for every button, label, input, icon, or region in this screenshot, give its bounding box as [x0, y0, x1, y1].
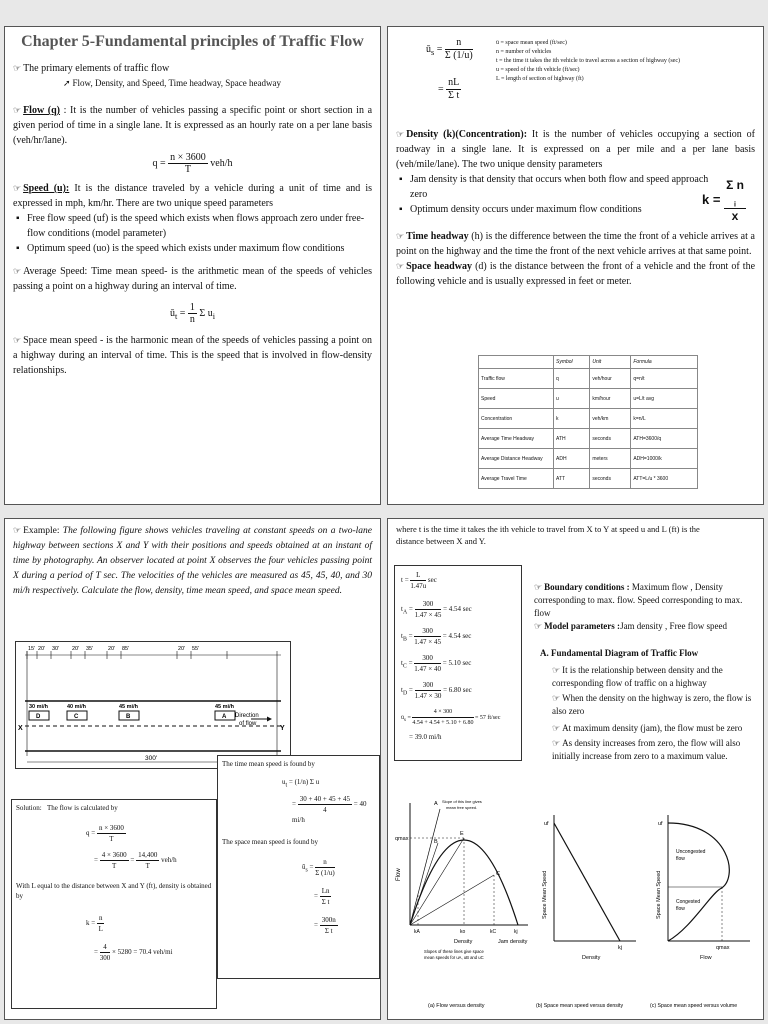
vehicle-speed-label: 40 mi/h: [67, 704, 86, 710]
point-c-label: C: [496, 871, 500, 877]
vehicle-label: C: [74, 714, 79, 720]
dimension-label: 35': [86, 646, 94, 652]
travel-time-calculation-box: t = $\frac{L}{1.47u}$ sec $t_A$ = $\frac{300}{1.47 \times 45}$ = 4.54 sec $t_B$ = $\frac{300}{1.47 \times 45}$ = 4.54 sec $t_C$ = $\frac{300}{1.47 \times 40}$ = 5.10 sec $t_D$ = $\frac{300}{1.47 \times 30}$ = 6.80 sec $ū_s$ = $\frac{4 \times 300}{4.54 + 4.54 + 5.10 + 6.80}$ = 57 ft/sec = 39.0 mi/h: [394, 565, 522, 761]
list-item: ▪ Optimum density occurs under maximum flow conditions: [410, 202, 710, 217]
traffic-parameters-table: [478, 355, 698, 489]
hand-pointer-icon: ☞: [13, 335, 22, 345]
point-e-label: E: [460, 831, 464, 837]
example-paragraph: ☞ Example: The following figure shows vehicles traveling at constant speeds on a two-lane highway between sections X and Y with their positions and speeds obtained at an instant of time by photography. An observer located at point X observes the four vehicles passing point X during a period of T sec. The velocities of the vehicles are measured as 45, 45, 40, and 30 mi/h respectively. Calculate the flow, density, time mean speed, and space mean speed.: [13, 525, 372, 596]
hand-pointer-icon: ☞: [552, 738, 561, 748]
congested-label: Congested: [676, 899, 701, 905]
uncongested-label: Uncongested: [676, 849, 706, 855]
kj-label: kj: [514, 929, 518, 935]
density-axis-label: Density: [582, 955, 601, 961]
speed-line-a: [410, 843, 438, 925]
flow-density-caption: (a) Flow versus density: [428, 1003, 485, 1009]
kj-label: kj: [618, 945, 622, 951]
vehicle-speed-label: 45 mi/h: [119, 704, 138, 710]
dimension-label: 85': [122, 646, 130, 652]
hand-pointer-icon: ☞: [552, 723, 561, 733]
dimension-label: 20': [38, 646, 46, 652]
panel-bottom-right: [387, 518, 764, 1020]
table-row: Concentration k veh/km k=n/L: [479, 409, 698, 429]
density-axis-label: Density: [454, 939, 473, 945]
slope-note-1b: mean free speed.: [446, 805, 478, 810]
congested-label-2: flow: [676, 906, 685, 912]
flow-density-chart: [394, 795, 532, 1013]
table-row: Traffic flow q veh/hour q=n/t: [479, 369, 698, 389]
hand-pointer-icon: ☞: [13, 183, 22, 193]
uncongested-label-2: flow: [676, 856, 685, 862]
flow-axis-label: Flow: [700, 955, 712, 961]
vehicle-speed-label: 30 mi/h: [29, 704, 48, 710]
hand-pointer-icon: ☞: [534, 582, 543, 592]
list-item: ▪ Free flow speed (uf) is the speed which exists when flows approach zero under free-flow conditions (model parameter): [27, 211, 372, 241]
point-a-label: A: [434, 801, 438, 807]
space-mean-speed-equation: $ū_s$ = $\frac{n}{\Sigma (1/u)}$ = $\frac{nL}{\text{Σ t}}$ ū = space mean speed (ft/sec) n = number of vehicles t = the time it takes the ith vehicle to travel across a section of highway (sec) u = speed of the ith vehicle (ft/sec) L = length of section of highway (ft): [426, 37, 680, 101]
y-label: Y: [280, 725, 285, 732]
list-item: ▪ Optimum speed (uo) is the speed which exists under maximum flow conditions: [27, 241, 372, 256]
time-headway-term: Time headway: [406, 231, 469, 242]
avg-speed-text: Average Speed: Time mean speed- is the arithmetic mean of the speeds of vehicles passing a point on a highway during an interval of time.: [13, 266, 372, 292]
dimension-label: 20': [108, 646, 116, 652]
hand-pointer-icon: ☞: [552, 665, 561, 675]
ko-label: ko: [460, 929, 466, 935]
vehicle-label: A: [222, 714, 227, 720]
hand-pointer-icon: ☞: [13, 266, 22, 276]
table-row: Average Travel Time ATT seconds ATT=L/u * 3600: [479, 469, 698, 489]
speed-term: Speed (u):: [23, 183, 70, 194]
speed-density-line: [554, 823, 620, 941]
hand-pointer-icon: ☞: [396, 129, 405, 139]
hand-pointer-icon: ☞: [552, 693, 561, 703]
mean-speed-box: The time mean speed is found by $u_t = (1/n)$ Σ u = $\frac{30 + 40 + 45 + 45}{4}$ = 40 mi/h The space mean speed is found by $ū_s$ = $\frac{n}{\Sigma (1/u)}$ = $\frac{Ln}{\text{Σ t}}$ = $\frac{300n}{\text{Σ t}}$: [217, 755, 380, 979]
qmax-label: qmax: [716, 945, 730, 951]
slope-note-1: Slope of this line gives: [442, 799, 482, 804]
hand-pointer-icon: ☞: [396, 261, 405, 271]
uf-label: uf: [544, 821, 549, 827]
speed-bullets: [13, 211, 372, 256]
uf-label: uf: [658, 821, 663, 827]
flow-axis-label: Flow: [396, 868, 402, 881]
dimension-label: 30': [52, 646, 60, 652]
vehicle-speed-label: 45 mi/h: [215, 704, 234, 710]
slope-note-2: Slopes of these lines give space: [424, 949, 484, 954]
space-mean-speed-axis-label: Space Mean Speed: [656, 870, 662, 919]
elements-list: Flow, Density, and Speed, Time headway, Space headway: [72, 78, 282, 88]
where-text: where t is the time it takes the ith vehicle to travel from X to Y at speed u and L (ft) is the distance between X and Y.: [396, 524, 700, 546]
point-b-label: B: [434, 839, 438, 845]
hand-pointer-icon: ☞: [396, 231, 405, 241]
dimension-label: 20': [72, 646, 80, 652]
panel-bottom-left: [4, 518, 381, 1020]
free-speed-line: [410, 809, 440, 925]
jam-density-label: Jam density: [498, 939, 528, 945]
sms-legend: ū = space mean speed (ft/sec) n = number of vehicles t = the time it takes the ith vehicle to travel across a section of highway (sec) u = speed of the ith vehicle (ft/sec) L = length of section of highway (ft): [496, 40, 680, 82]
vehicle-label: B: [126, 714, 131, 720]
density-bullets: [396, 172, 710, 217]
speed-paragraph: ☞ Speed (u): It is the distance traveled by a vehicle during a unit of time and is expressed in mph, km/hr. There are two unique speed parameters: [13, 183, 372, 209]
list-item: ▪ Jam density is that density that occurs when both flow and speed approach zero: [410, 172, 710, 202]
flow-paragraph: ☞ Flow (q) : It is the number of vehicles passing a specific point or short section in a given period of time in a single lane. It is expressed as an hourly rate on a per lane basis (veh/hr/lane).: [13, 105, 373, 146]
qmax-label: qmax: [395, 836, 409, 842]
dimension-label: 15': [28, 646, 36, 652]
speed-density-caption: (b) Space mean speed versus density: [536, 1003, 624, 1009]
boundary-conditions: ☞ Boundary conditions : Maximum flow , Density corresponding to max. flow. Speed corresponding to max. flow ☞ Model parameters :Jam density , Free flow speed A. Fundamental Diagram of Traffic Flow ☞ It is the relationship between density and the corresponding flow of traffic on a highway ☞ When the density on the highway is zero, the flow is also zero ☞ At maximum density (jam), the flow must be zero ☞ As density increases from zero, the flow will also initially increase from zero to a maximum value.: [534, 581, 756, 763]
kc-label: kC: [490, 929, 497, 935]
direction-label: Direction: [235, 713, 259, 719]
panel-top-right: $ū_s$ = $\frac{n}{\Sigma (1/u)}$ = $\frac{nL}{\text{Σ t}}$ ū = space mean speed (ft/sec) n = number of vehicles t = the time it takes the ith vehicle to travel across a section of highway (sec) u = speed of the ith vehicle (ft/sec) L = length of section of highway (ft) ☞ Density (k)(Concentration): It is the number of vehicles occupying a section of roadway in a single lane. It is expressed on a per mile and a per lane basis (veh/mile/lane). The two unique density parameters ▪ Jam density is that density that occurs when both flow and speed approach zero ▪ Optimum density occurs under maximum flow conditions k = Σ n $_i$ x ☞ Time headway (h) is the difference between the time the front of a vehicle arrives at a point on the highway and the time the front of the next vehicle arrives at that same point. ☞ Space headway (d) is the distance between the front of a vehicle and the front of the following vehicle and is usually expressed in feet or meter. Symbol Unit Formula Traffic flow q veh/hour q=n/t Speed u km/hour u=L/t avg Concentration k veh/km k=n/L Average Time Headway ATH seconds ATH=3600/q Average Distance Headway ADH meters ADH=1000/k Average Travel Time ATT seconds ATT=L/u * 3600: [387, 26, 764, 505]
highway-figure: [15, 641, 291, 769]
table-row: Average Time Headway ATH seconds ATH=3600/q: [479, 429, 698, 449]
flow-equation: q = $\frac{n \times 3600}{T}$ veh/h: [152, 152, 233, 175]
arrow-icon: ➚: [63, 78, 71, 88]
speed-volume-caption: (c) Space mean speed versus volume: [650, 1003, 738, 1009]
hand-pointer-icon: ☞: [13, 63, 22, 73]
dimension-label: 55': [192, 646, 200, 652]
fundamental-diagram-title: A. Fundamental Diagram of Traffic Flow: [540, 648, 699, 658]
time-mean-speed-equation: $ū_t$ = $\frac{1}{n}$ Σ $u_i$: [169, 302, 216, 325]
flow-term: Flow (q): [23, 105, 61, 116]
vehicle-label: D: [36, 714, 41, 720]
dimension-label: 20': [178, 646, 186, 652]
chapter-title: Chapter 5-Fundamental principles of Traffic Flow: [21, 33, 364, 50]
speed-volume-curve: [668, 823, 729, 941]
table-row: Average Distance Headway ADH meters ADH=1000/k: [479, 449, 698, 469]
speed-volume-chart: [650, 809, 760, 1013]
speed-density-chart: [536, 809, 646, 1013]
table-row: Symbol Unit Formula: [479, 356, 698, 369]
ka-label: kA: [414, 929, 420, 935]
density-equation: k = Σ n $_i$ x: [702, 178, 744, 224]
hand-pointer-icon: ☞: [534, 621, 543, 631]
speed-line-c: [410, 875, 494, 925]
solution-box: Solution: The flow is calculated by q = $\frac{n \times 3600}{T}$ = $\frac{4 \times 3600}{T}$ = $\frac{14,400}{T}$ veh/h With L equal to the distance between X and Y (ft), density is obtained by k = $\frac{n}{L}$ = $\frac{4}{300}$ × 5280 = 70.4 veh/mi: [11, 799, 217, 1009]
elements-heading: The primary elements of traffic flow: [23, 63, 170, 74]
space-mean-speed-axis-label: Space Mean Speed: [542, 870, 548, 919]
hand-pointer-icon: ☞: [13, 525, 22, 535]
density-term: Density (k)(Concentration):: [406, 129, 528, 140]
hand-pointer-icon: ☞: [13, 105, 22, 115]
sms-text: Space mean speed - is the harmonic mean of the speeds of vehicles passing a point on a highway during an interval of time. This is the speed that is involved in flow-density relationships.: [13, 335, 372, 376]
space-headway-term: Space headway: [406, 261, 472, 272]
x-label: X: [18, 725, 23, 732]
table-row: Speed u km/hour u=L/t avg: [479, 389, 698, 409]
slope-note-2b: mean speeds for uA, uB and uC: [424, 955, 484, 960]
direction-label-2: of flow: [239, 721, 257, 727]
total-length-label: 300': [145, 755, 158, 762]
panel-top-left: [4, 26, 381, 505]
density-paragraph: ☞ Density (k)(Concentration): It is the number of vehicles occupying a section of roadway in a single lane. It is expressed on a per mile and a per lane basis (veh/mile/lane). The two unique density parameters: [396, 129, 755, 170]
